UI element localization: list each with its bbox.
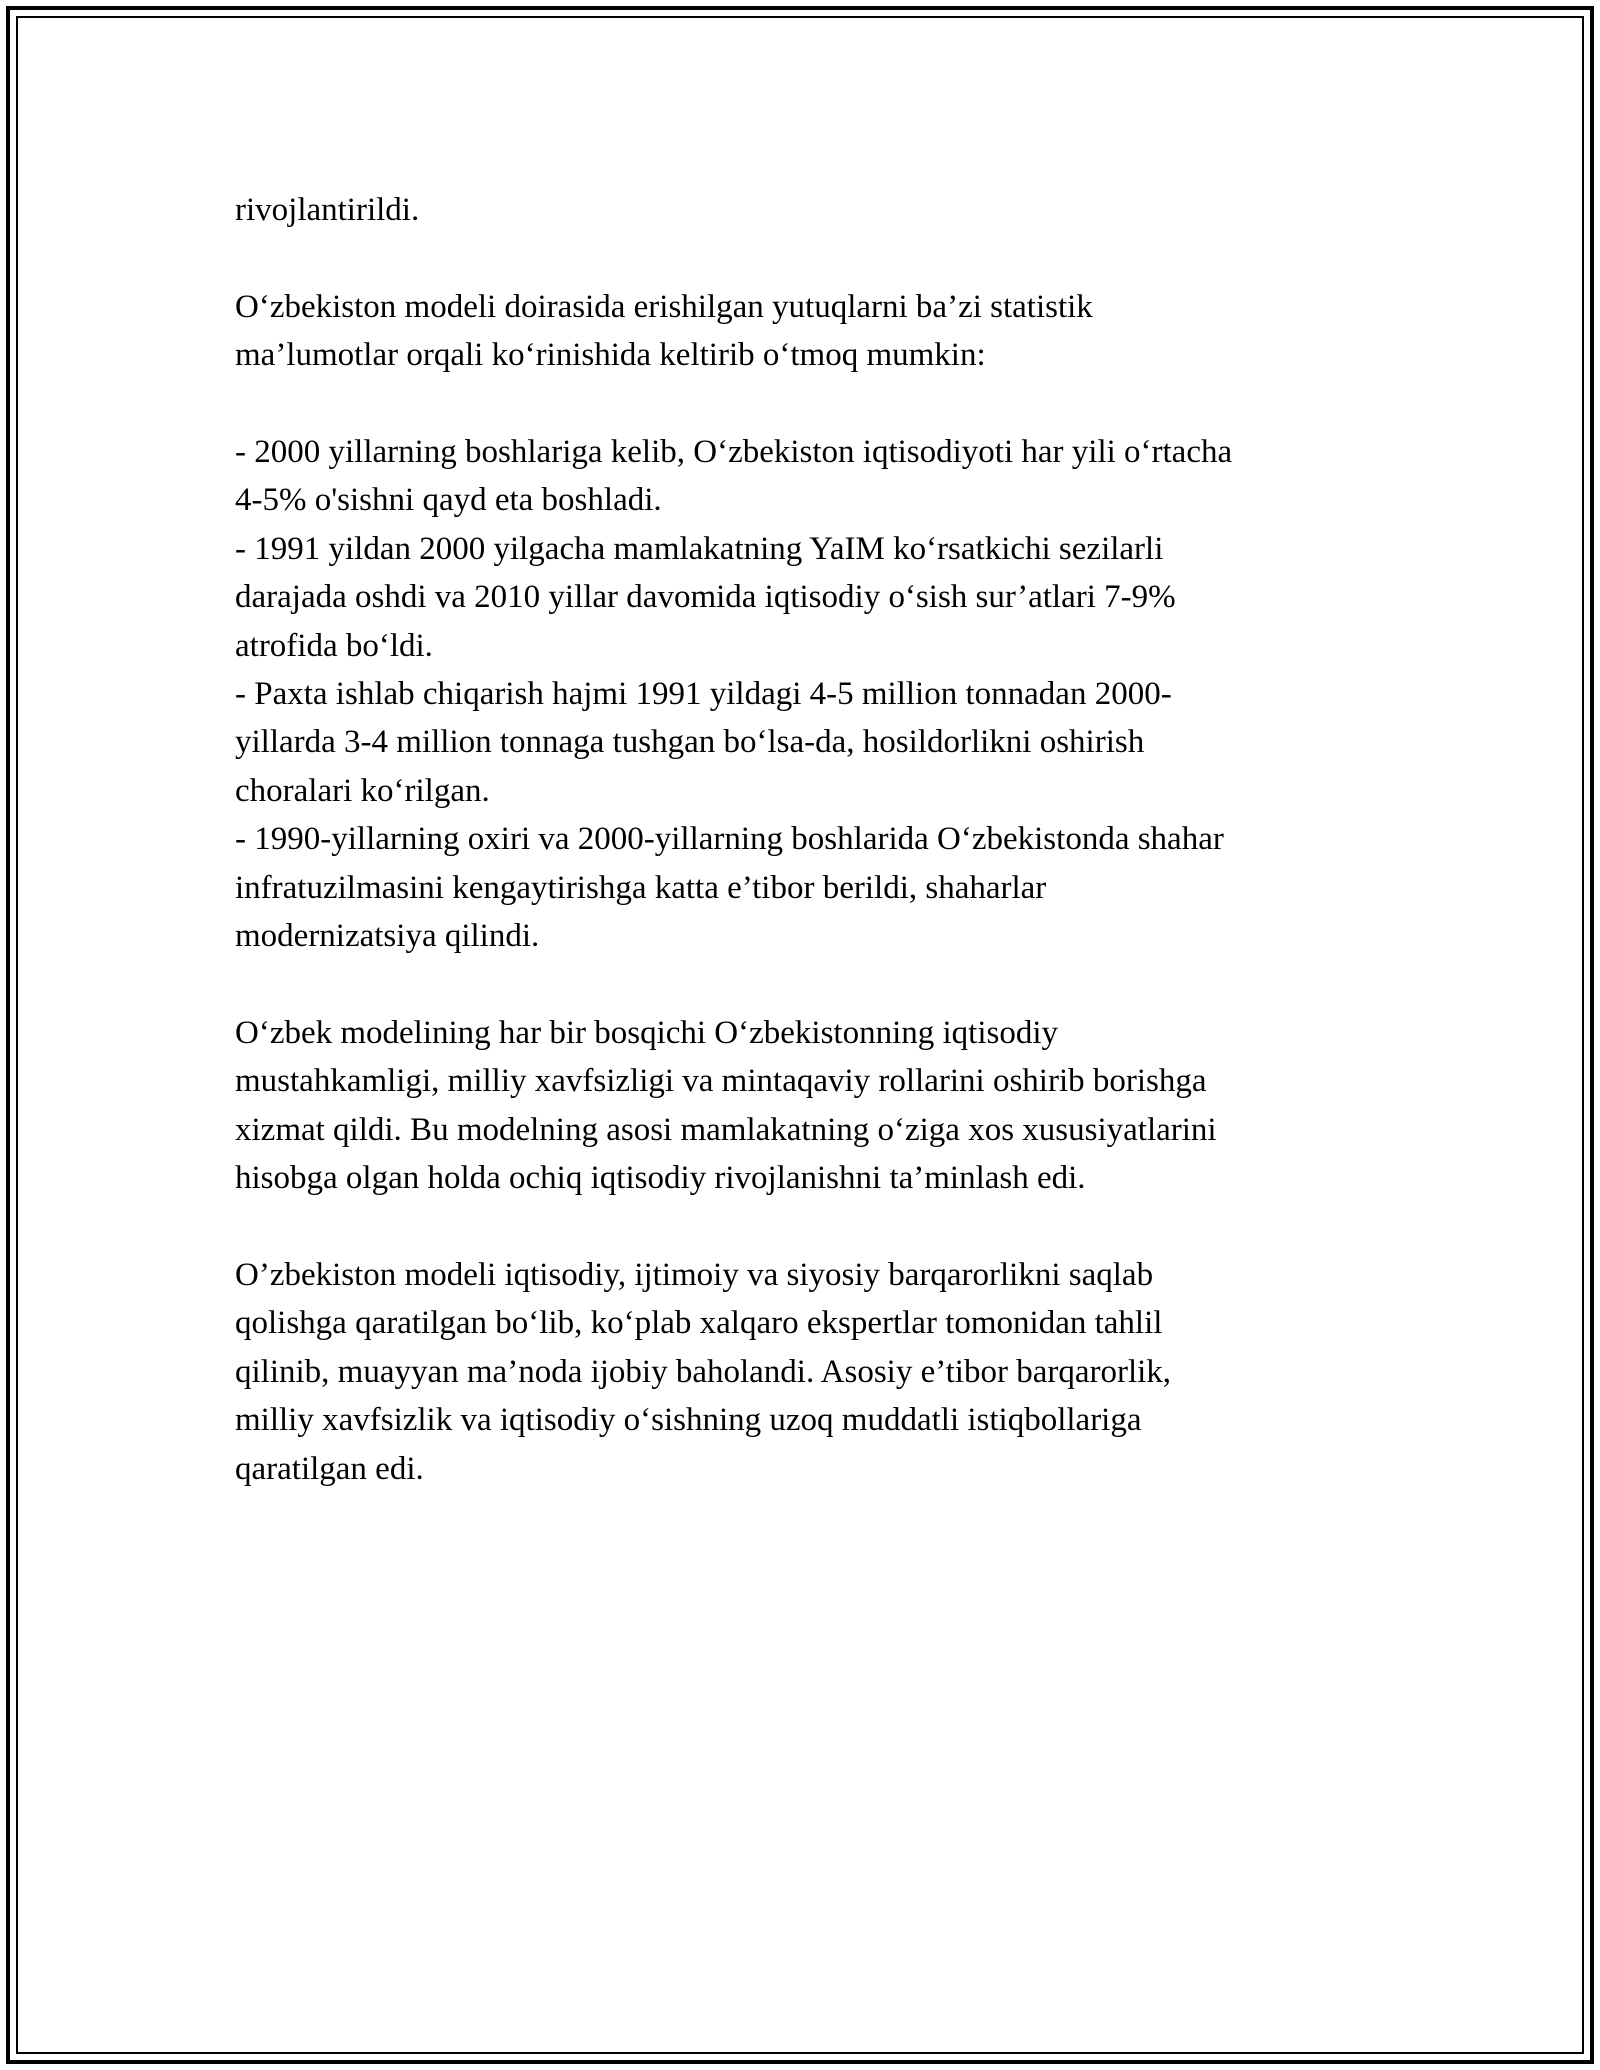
paragraph-3-line: qaratilgan edi. — [235, 1450, 424, 1487]
paragraph-3-line: qolishga qaratilgan bo‘lib, ko‘plab xalqaro ekspertlar tomonidan tahlil — [235, 1305, 1163, 1342]
paragraph-2-line: xizmat qildi. Bu modelning asosi mamlakatning o‘ziga xos xususiyatlarini — [235, 1111, 1217, 1148]
continuation-line: rivojlantirildi. — [235, 192, 420, 228]
list-line: yillarda 3-4 million tonnaga tushgan bo‘lsa-da, hosildorlikni oshirish — [235, 724, 1145, 761]
paragraph-gap — [235, 380, 1395, 428]
paragraph-2-line: mustahkamligi, milliy xavfsizligi va mintaqaviy rollarini oshirib borishga — [235, 1063, 1207, 1100]
paragraph-3-line: milliy xavfsizlik va iqtisodiy o‘sishning uzoq muddatli istiqbollariga — [235, 1402, 1142, 1439]
list-line: modernizatsiya qilindi. — [235, 918, 540, 955]
paragraph-3-line: O’zbekiston modeli iqtisodiy, ijtimoiy va siyosiy barqarorlikni saqlab — [235, 1256, 1154, 1293]
paragraph-gap — [235, 960, 1395, 1008]
intro-line: O‘zbekiston modeli doirasida erishilgan yutuqlarni ba’zi statistik — [235, 288, 1093, 325]
list-line: 4-5% o'sishni qayd eta boshladi. — [235, 482, 662, 519]
list-line: - 2000 yillarning boshlariga kelib, O‘zbekiston iqtisodiyoti har yili o‘rtacha — [235, 434, 1233, 470]
paragraph-2-line: O‘zbek modelining har bir bosqichi O‘zbekistonning iqtisodiy — [235, 1014, 1059, 1051]
paragraph-3-line: qilinib, muayyan ma’noda ijobiy baholandi. Asosiy e’tibor barqarorlik, — [235, 1353, 1172, 1390]
list-line: infratuzilmasini kengaytirishga katta e’tibor berildi, shaharlar — [235, 869, 1047, 906]
list-line: - 1991 yildan 2000 yilgacha mamlakatning YaIM ko‘rsatkichi sezilarli — [235, 530, 1164, 567]
list-line: - 1990-yillarning oxiri va 2000-yillarning boshlarida O‘zbekistonda shahar — [235, 821, 1224, 858]
paragraph-gap — [235, 1202, 1395, 1250]
list-line: atrofida bo‘ldi. — [235, 627, 433, 664]
paragraph-gap — [235, 234, 1395, 282]
list-line: darajada oshdi va 2010 yillar davomida iqtisodiy o‘sish sur’atlari 7-9% — [235, 579, 1176, 616]
paragraph-2-line: hisobga olgan holda ochiq iqtisodiy rivojlanishni ta’minlash edi. — [235, 1160, 1086, 1197]
list-line: - Paxta ishlab chiqarish hajmi 1991 yildagi 4-5 million tonnadan 2000- — [235, 676, 1172, 713]
list-line: choralari ko‘rilgan. — [235, 772, 490, 809]
document-body — [235, 186, 1395, 1493]
intro-line: ma’lumotlar orqali ko‘rinishida keltirib o‘tmoq mumkin: — [235, 337, 986, 374]
